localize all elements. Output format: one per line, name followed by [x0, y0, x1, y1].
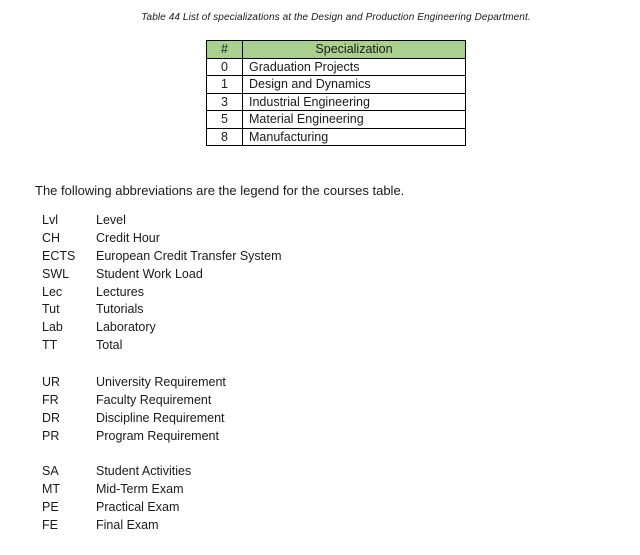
legend-item	[42, 428, 226, 446]
legend-abbreviation: ECTS	[42, 248, 76, 263]
header-specialization: Specialization	[243, 41, 466, 59]
legend-abbreviation: PE	[42, 499, 59, 514]
legend-item	[42, 481, 191, 499]
legend-meaning: Faculty Requirement	[96, 392, 212, 407]
legend-abbreviation: SA	[42, 464, 59, 478]
legend-abbreviation: Lec	[42, 284, 63, 299]
legend-meaning: Practical Exam	[96, 499, 180, 514]
legend-item	[42, 301, 282, 319]
table-row	[207, 76, 466, 94]
row-specialization: Design and Dynamics	[243, 76, 466, 94]
legend-item	[42, 392, 226, 410]
table-header-row	[207, 41, 466, 59]
legend-meaning: Lectures	[96, 284, 144, 299]
legend-abbreviation: Lab	[42, 320, 63, 335]
legend-abbreviation: FR	[42, 392, 59, 407]
legend-abbreviation: DR	[42, 410, 61, 425]
row-number: 8	[207, 128, 243, 146]
legend-meaning: Credit Hour	[96, 230, 160, 245]
legend-abbreviation: PR	[42, 428, 60, 443]
legend-group-requirements	[42, 374, 226, 446]
legend-meaning: Student Activities	[96, 464, 192, 478]
table-row	[207, 93, 466, 111]
legend-meaning: University Requirement	[96, 375, 226, 389]
legend-meaning: Discipline Requirement	[96, 410, 225, 425]
legend-intro: The following abbreviations are the legend for the courses table.	[35, 183, 405, 198]
row-specialization: Industrial Engineering	[243, 93, 466, 111]
table-row	[207, 111, 466, 129]
legend-item	[42, 319, 282, 337]
legend-item	[42, 230, 282, 248]
table-caption: Table 44 List of specializations at the Design and Production Engineering Department.	[141, 12, 531, 23]
legend-item	[42, 517, 191, 535]
legend-meaning: European Credit Transfer System	[96, 248, 282, 263]
legend-meaning: Level	[96, 213, 126, 227]
row-number: 1	[207, 76, 243, 94]
legend-meaning: Mid-Term Exam	[96, 481, 184, 496]
legend-meaning: Total	[96, 338, 123, 353]
legend-abbreviation: CH	[42, 230, 61, 245]
legend-item	[42, 248, 282, 266]
specializations-table	[206, 40, 466, 146]
legend-abbreviation: MT	[42, 481, 61, 496]
legend-item	[42, 410, 226, 428]
table-row	[207, 58, 466, 76]
legend-abbreviation: UR	[42, 375, 61, 389]
legend-item	[42, 266, 282, 284]
legend-item	[42, 463, 191, 481]
legend-abbreviation: Lvl	[42, 213, 58, 227]
legend-group-assessments	[42, 463, 191, 535]
row-specialization: Graduation Projects	[243, 58, 466, 76]
legend-abbreviation: SWL	[42, 266, 70, 281]
legend-item	[42, 337, 282, 355]
row-number: 0	[207, 58, 243, 76]
header-number: #	[207, 41, 243, 59]
legend-meaning: Program Requirement	[96, 428, 219, 443]
legend-item	[42, 284, 282, 302]
legend-meaning: Student Work Load	[96, 266, 203, 281]
legend-abbreviation: TT	[42, 338, 58, 353]
legend-abbreviation: Tut	[42, 302, 60, 317]
legend-item	[42, 499, 191, 517]
legend-item	[42, 374, 226, 392]
row-number: 5	[207, 111, 243, 129]
row-number: 3	[207, 93, 243, 111]
legend-abbreviation: FE	[42, 517, 58, 532]
legend-meaning: Tutorials	[96, 302, 144, 317]
row-specialization: Material Engineering	[243, 111, 466, 129]
legend-group-course-components	[42, 212, 282, 355]
legend-meaning: Final Exam	[96, 517, 159, 532]
row-specialization: Manufacturing	[243, 128, 466, 146]
table-row	[207, 128, 466, 146]
legend-item	[42, 212, 282, 230]
legend-meaning: Laboratory	[96, 320, 156, 335]
